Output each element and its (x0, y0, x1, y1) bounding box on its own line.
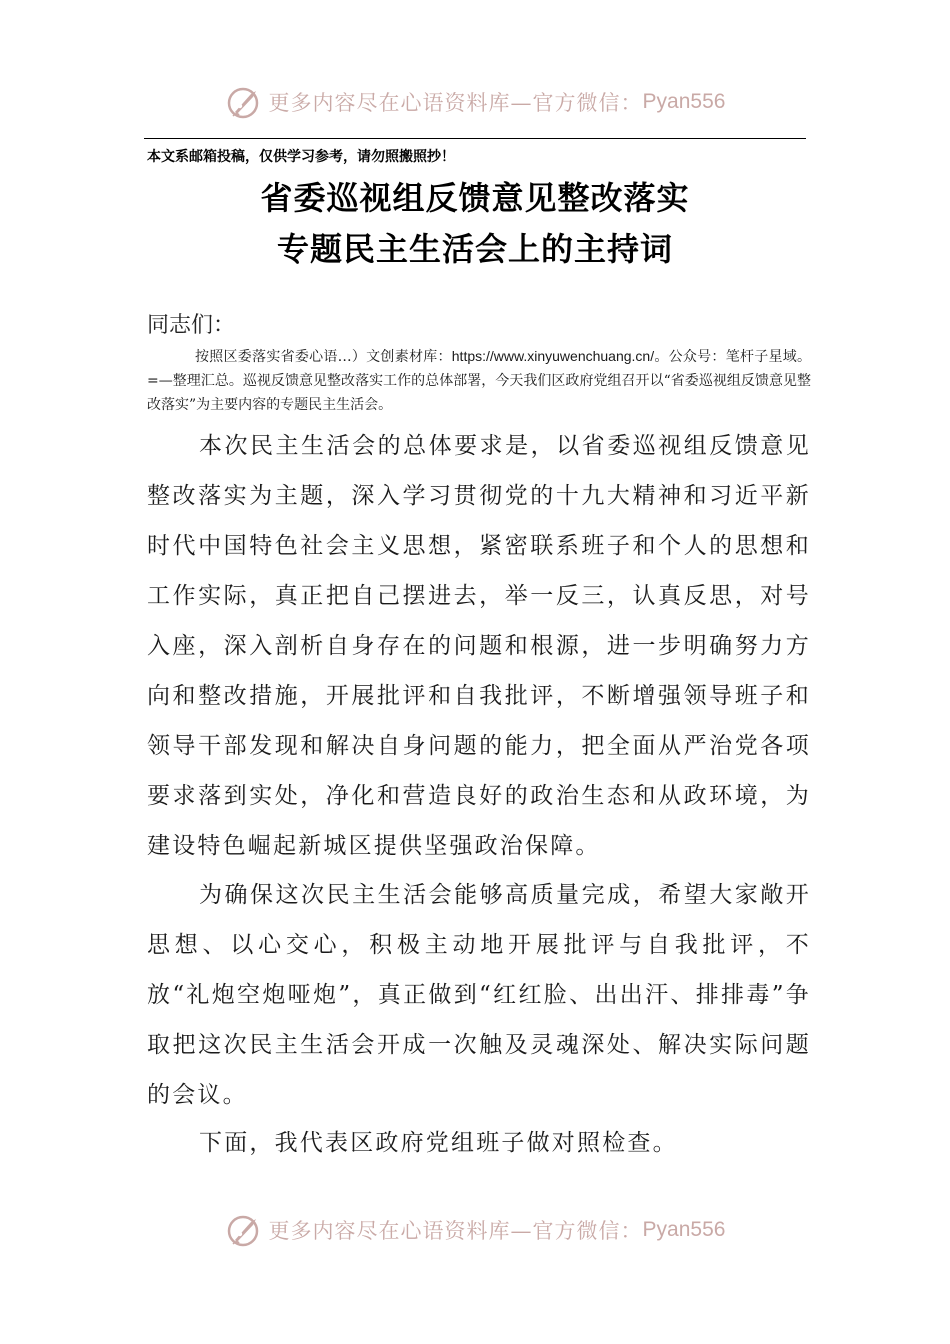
intro-text-2: 。公众号：笔杆子星域。=—整理汇总。巡视反馈意见整改落实工作的总体部署，今天我们区政府党组召开以“省委巡视组反馈意见整改落实”为主要内容的专题民主生活会。 (147, 349, 812, 413)
intro-paragraph (147, 344, 811, 417)
banner-text: 更多内容尽在心语资料库—官方微信： (268, 91, 643, 115)
salutation: 同志们： (147, 313, 236, 338)
banner-wechat-id: Pyan556 (642, 1218, 726, 1241)
pen-nib-logo-icon (225, 1210, 265, 1250)
body-paragraph-3: 下面，我代表区政府党组班子做对照检查。 (199, 1130, 678, 1156)
intro-url: https://www.xinyuwenchuang.cn/ (451, 348, 655, 364)
intro-text-1: 按照区委落实省委心语…）文创素材库： (195, 349, 452, 365)
banner-text: 更多内容尽在心语资料库—官方微信： (268, 1219, 643, 1243)
body-paragraph-1: 本次民主生活会的总体要求是，以省委巡视组反馈意见整改落实为主题，深入学习贯彻党的十九大精神和习近平新时代中国特色社会主义思想，紧密联系班子和个人的思想和工作实际，真正把自己摆进去，举一反三，认真反思，对号入座，深入剖析自身存在的问题和根源，进一步明确努力方向和整改措施，开展批评和自我批评，不断增强领导班子和领导干部发现和解决自身问题的能力，把全面从严治党各项要求落到实处，净化和营造良好的政治生态和从政环境，为建设特色崛起新城区提供坚强政治保障。 (147, 433, 811, 859)
title-line-2: 专题民主生活会上的主持词 (276, 230, 673, 268)
body-paragraph-2: 为确保这次民主生活会能够高质量完成，希望大家敞开思想、以心交心，积极主动地开展批评与自我批评，不放“礼炮空炮哑炮”，真正做到“红红脸、出出汗、排排毒”争取把这次民主生活会开成一次触及灵魂深处、解决实际问题的会议。 (147, 882, 811, 1108)
header-banner (0, 80, 950, 124)
pen-nib-logo-icon (225, 82, 265, 122)
submission-notice: 本文系邮箱投稿，仅供学习参考，请勿照搬照抄！ (147, 149, 455, 165)
footer-banner (0, 1208, 950, 1252)
banner-wechat-id: Pyan556 (642, 90, 726, 113)
title-line-1: 省委巡视组反馈意见整改落实 (260, 179, 690, 217)
header-rule (144, 138, 806, 139)
